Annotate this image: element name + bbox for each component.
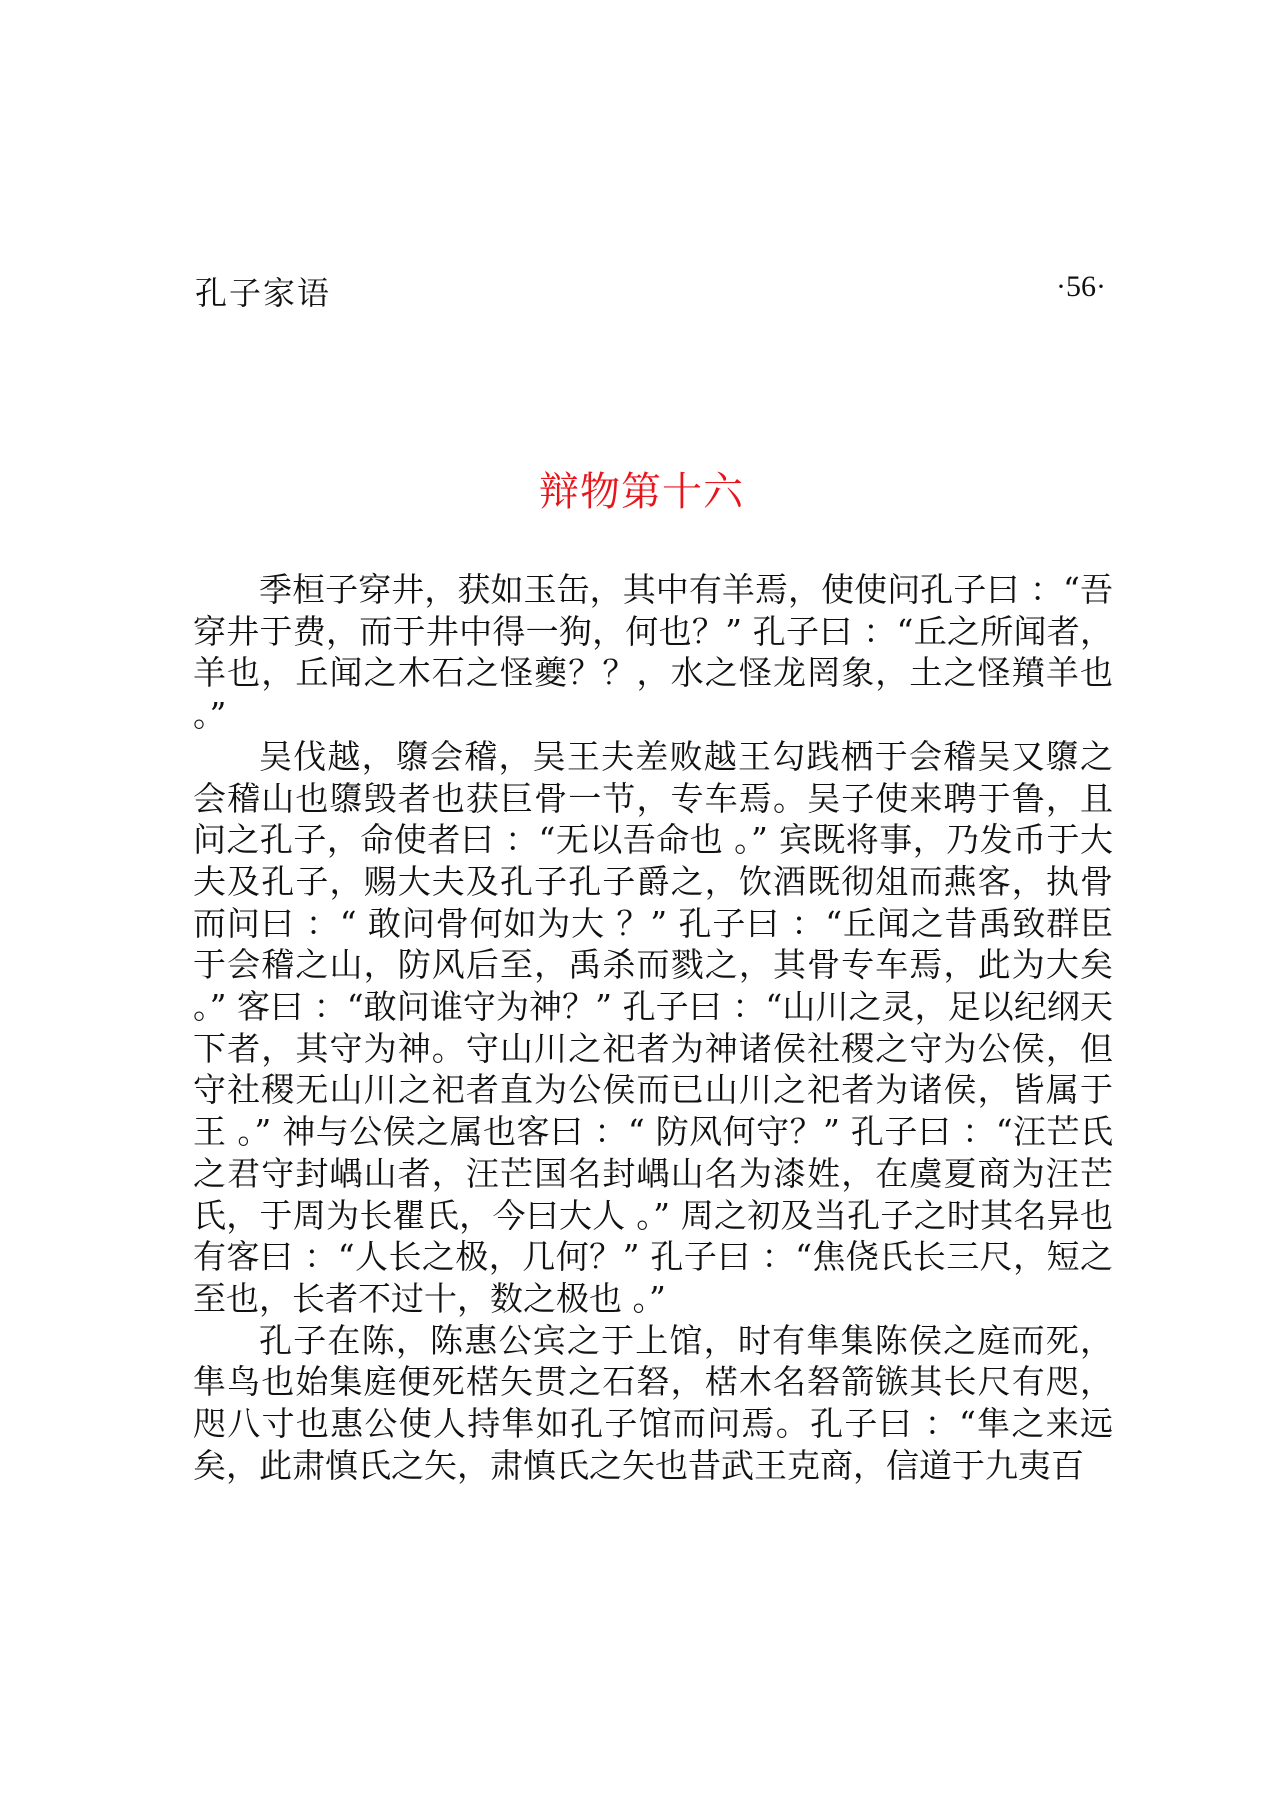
page-number: ·56·	[1056, 270, 1106, 303]
running-header-title: 孔子家语	[195, 274, 332, 312]
paragraph: 孔子在陈，陈惠公宾之于上馆，时有隼集陈侯之庭而死，隼鸟也始集庭便死楛矢贯之石砮，楛木名砮箭镞其长尺有咫，咫八寸也惠公使人持隼如孔子馆而问焉。孔子曰 ：“隼之来远矣，此肃慎氏之矢，肃慎氏之矢也昔武王克商，信道于九夷百	[193, 1320, 1113, 1485]
chapter-title: 辩物第十六	[539, 469, 744, 515]
body-text	[193, 569, 1113, 1486]
paragraph: 季桓子穿井，获如玉缶，其中有羊焉，使使问孔子曰 ：“吾穿井于费，而于井中得一狗，何也？” 孔子曰 ：“丘之所闻者，羊也，丘闻之木石之怪夔？？，水之怪龙罔象，土之怪羵羊也 。”	[193, 570, 1113, 735]
paragraph: 吴伐越，隳会稽，吴王夫差败越王勾践栖于会稽吴又隳之会稽山也隳毁者也获巨骨一节，专车焉。吴子使来聘于鲁，且问之孔子，命使者曰 ：“无以吾命也 。” 宾既将事，乃发币于大夫及孔子，赐大夫及孔子孔子爵之，饮酒既彻俎而燕客，执骨而问曰 ：“ 敢问骨何如为大 ？” 孔子曰 ：“丘闻之昔禹致群臣于会稽之山，防风后至，禹杀而戮之，其骨专车焉，此为大矣 。” 客曰 ：“敢问谁守为神？” 孔子曰 ：“山川之灵，足以纪纲天下者，其守为神。守山川之祀者为神诸侯社稷之守为公侯，但守社稷无山川之祀者直为公侯而已山川之祀者为诸侯，皆属于王 。” 神与公侯之属也客曰 ：“ 防风何守？” 孔子曰 ：“汪芒氏之君守封嵎山者，汪芒国名封嵎山名为漆姓，在虞夏商为汪芒氏，于周为长瞿氏，今曰大人 。” 周之初及当孔子之时其名异也有客曰 ：“人长之极，几何？” 孔子曰 ：“焦侥氏长三尺，短之至也，长者不过十，数之极也 。”	[193, 736, 1113, 1318]
